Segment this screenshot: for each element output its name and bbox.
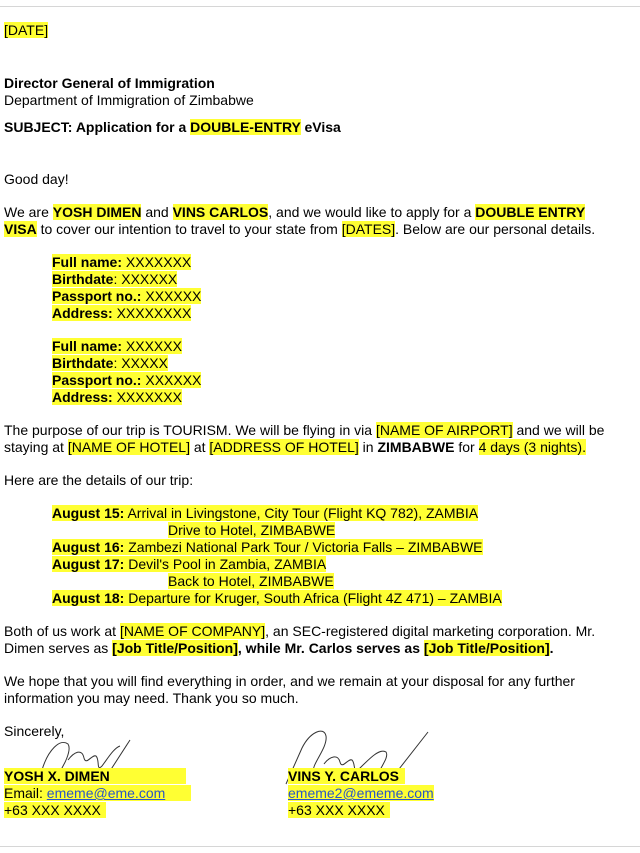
recipient-title: Director General of Immigration	[4, 75, 215, 91]
duration-highlight: 4 days (3 nights).	[478, 439, 586, 455]
visa-type-2: VISA	[4, 221, 37, 237]
visa-type-highlight: DOUBLE-ENTRY	[190, 119, 301, 135]
applicant-name-2: VINS CARLOS	[172, 204, 269, 220]
signatory-1-email-link[interactable]: ememe@eme.com	[46, 785, 166, 801]
bottom-border	[0, 846, 640, 847]
hotel-placeholder: [NAME OF HOTEL]	[67, 439, 190, 455]
hotel-address-placeholder: [ADDRESS OF HOTEL]	[209, 439, 359, 455]
dates-placeholder: [DATES]	[341, 221, 396, 237]
personal-details-2: Full name: XXXXXX Birthdate: XXXXX Passport no.: XXXXXX Address: XXXXXXX	[52, 338, 202, 405]
date-line	[4, 22, 636, 39]
signatory-1-phone: +63 XXX XXXX	[4, 802, 106, 818]
job-title-2: [Job Title/Position]	[423, 640, 550, 656]
trip-intro: Here are the details of our trip:	[4, 472, 194, 488]
signature-block: YOSH X. DIMEN Email: ememe@eme.com +63 XXX XXXX VINS Y. CARLOS ememe2@ememe.com +63 XXX XXXX	[4, 740, 636, 815]
subject-line: SUBJECT: Application for a DOUBLE-ENTRY eVisa	[4, 119, 341, 135]
airport-placeholder: [NAME OF AIRPORT]	[375, 422, 513, 438]
date-placeholder: [DATE]	[4, 22, 49, 38]
company-placeholder: [NAME OF COMPANY]	[119, 623, 266, 639]
job-title-1: [Job Title/Position]	[112, 640, 238, 656]
itinerary-item: August 17: Devil's Pool in Zambia, ZAMBIA	[52, 556, 327, 572]
signatory-2-email-link[interactable]: ememe2@ememe.com	[288, 785, 434, 801]
signatory-2-phone: +63 XXX XXXX	[288, 802, 390, 818]
closing-paragraph: We hope that you will find everything in order, and we remain at your disposal for any further information you may need. Thank you so much.	[4, 673, 575, 706]
itinerary-item: August 15: Arrival in Livingstone, City Tour (Flight KQ 782), ZAMBIA	[52, 505, 479, 521]
letter-document	[4, 22, 636, 818]
itinerary-item: August 16: Zambezi National Park Tour / Victoria Falls – ZIMBABWE	[52, 539, 483, 555]
signatory-2-name: VINS Y. CARLOS	[288, 768, 405, 784]
itinerary-subline: Drive to Hotel, ZIMBABWE	[168, 522, 336, 538]
itinerary	[4, 505, 636, 607]
purpose-paragraph: The purpose of our trip is TOURISM. We will be flying in via [NAME OF AIRPORT] and we will be staying at [NAME OF HOTEL] at [ADDRESS OF HOTEL] in ZIMBABWE for 4 days (3 nights).	[4, 422, 605, 455]
personal-details-1: Full name: XXXXXXX Birthdate: XXXXXX Passport no.: XXXXXX Address: XXXXXXXX	[52, 254, 202, 321]
top-border	[0, 6, 640, 7]
itinerary-item: August 18: Departure for Kruger, South Africa (Flight 4Z 471) – ZAMBIA	[52, 590, 502, 606]
signatory-1-name: YOSH X. DIMEN	[4, 768, 186, 784]
greeting: Good day!	[4, 171, 69, 187]
applicant-name-1: YOSH DIMEN	[52, 204, 142, 220]
sign-off: Sincerely,	[4, 723, 65, 739]
itinerary-subline: Back to Hotel, ZIMBABWE	[168, 573, 334, 589]
intro-paragraph: We are YOSH DIMEN and VINS CARLOS, and we would like to apply for a DOUBLE ENTRY VISA to cover our intention to travel to your state from [DATES]. Below are our personal details.	[4, 204, 596, 237]
recipient-department: Department of Immigration of Zimbabwe	[4, 92, 254, 108]
work-paragraph: Both of us work at [NAME OF COMPANY], an SEC-registered digital marketing corporation. Mr. Dimen serves as [Job Title/Position], while Mr. Carlos serves as [Job Title/Position].	[4, 623, 596, 656]
visa-type-1: DOUBLE ENTRY	[475, 204, 586, 220]
